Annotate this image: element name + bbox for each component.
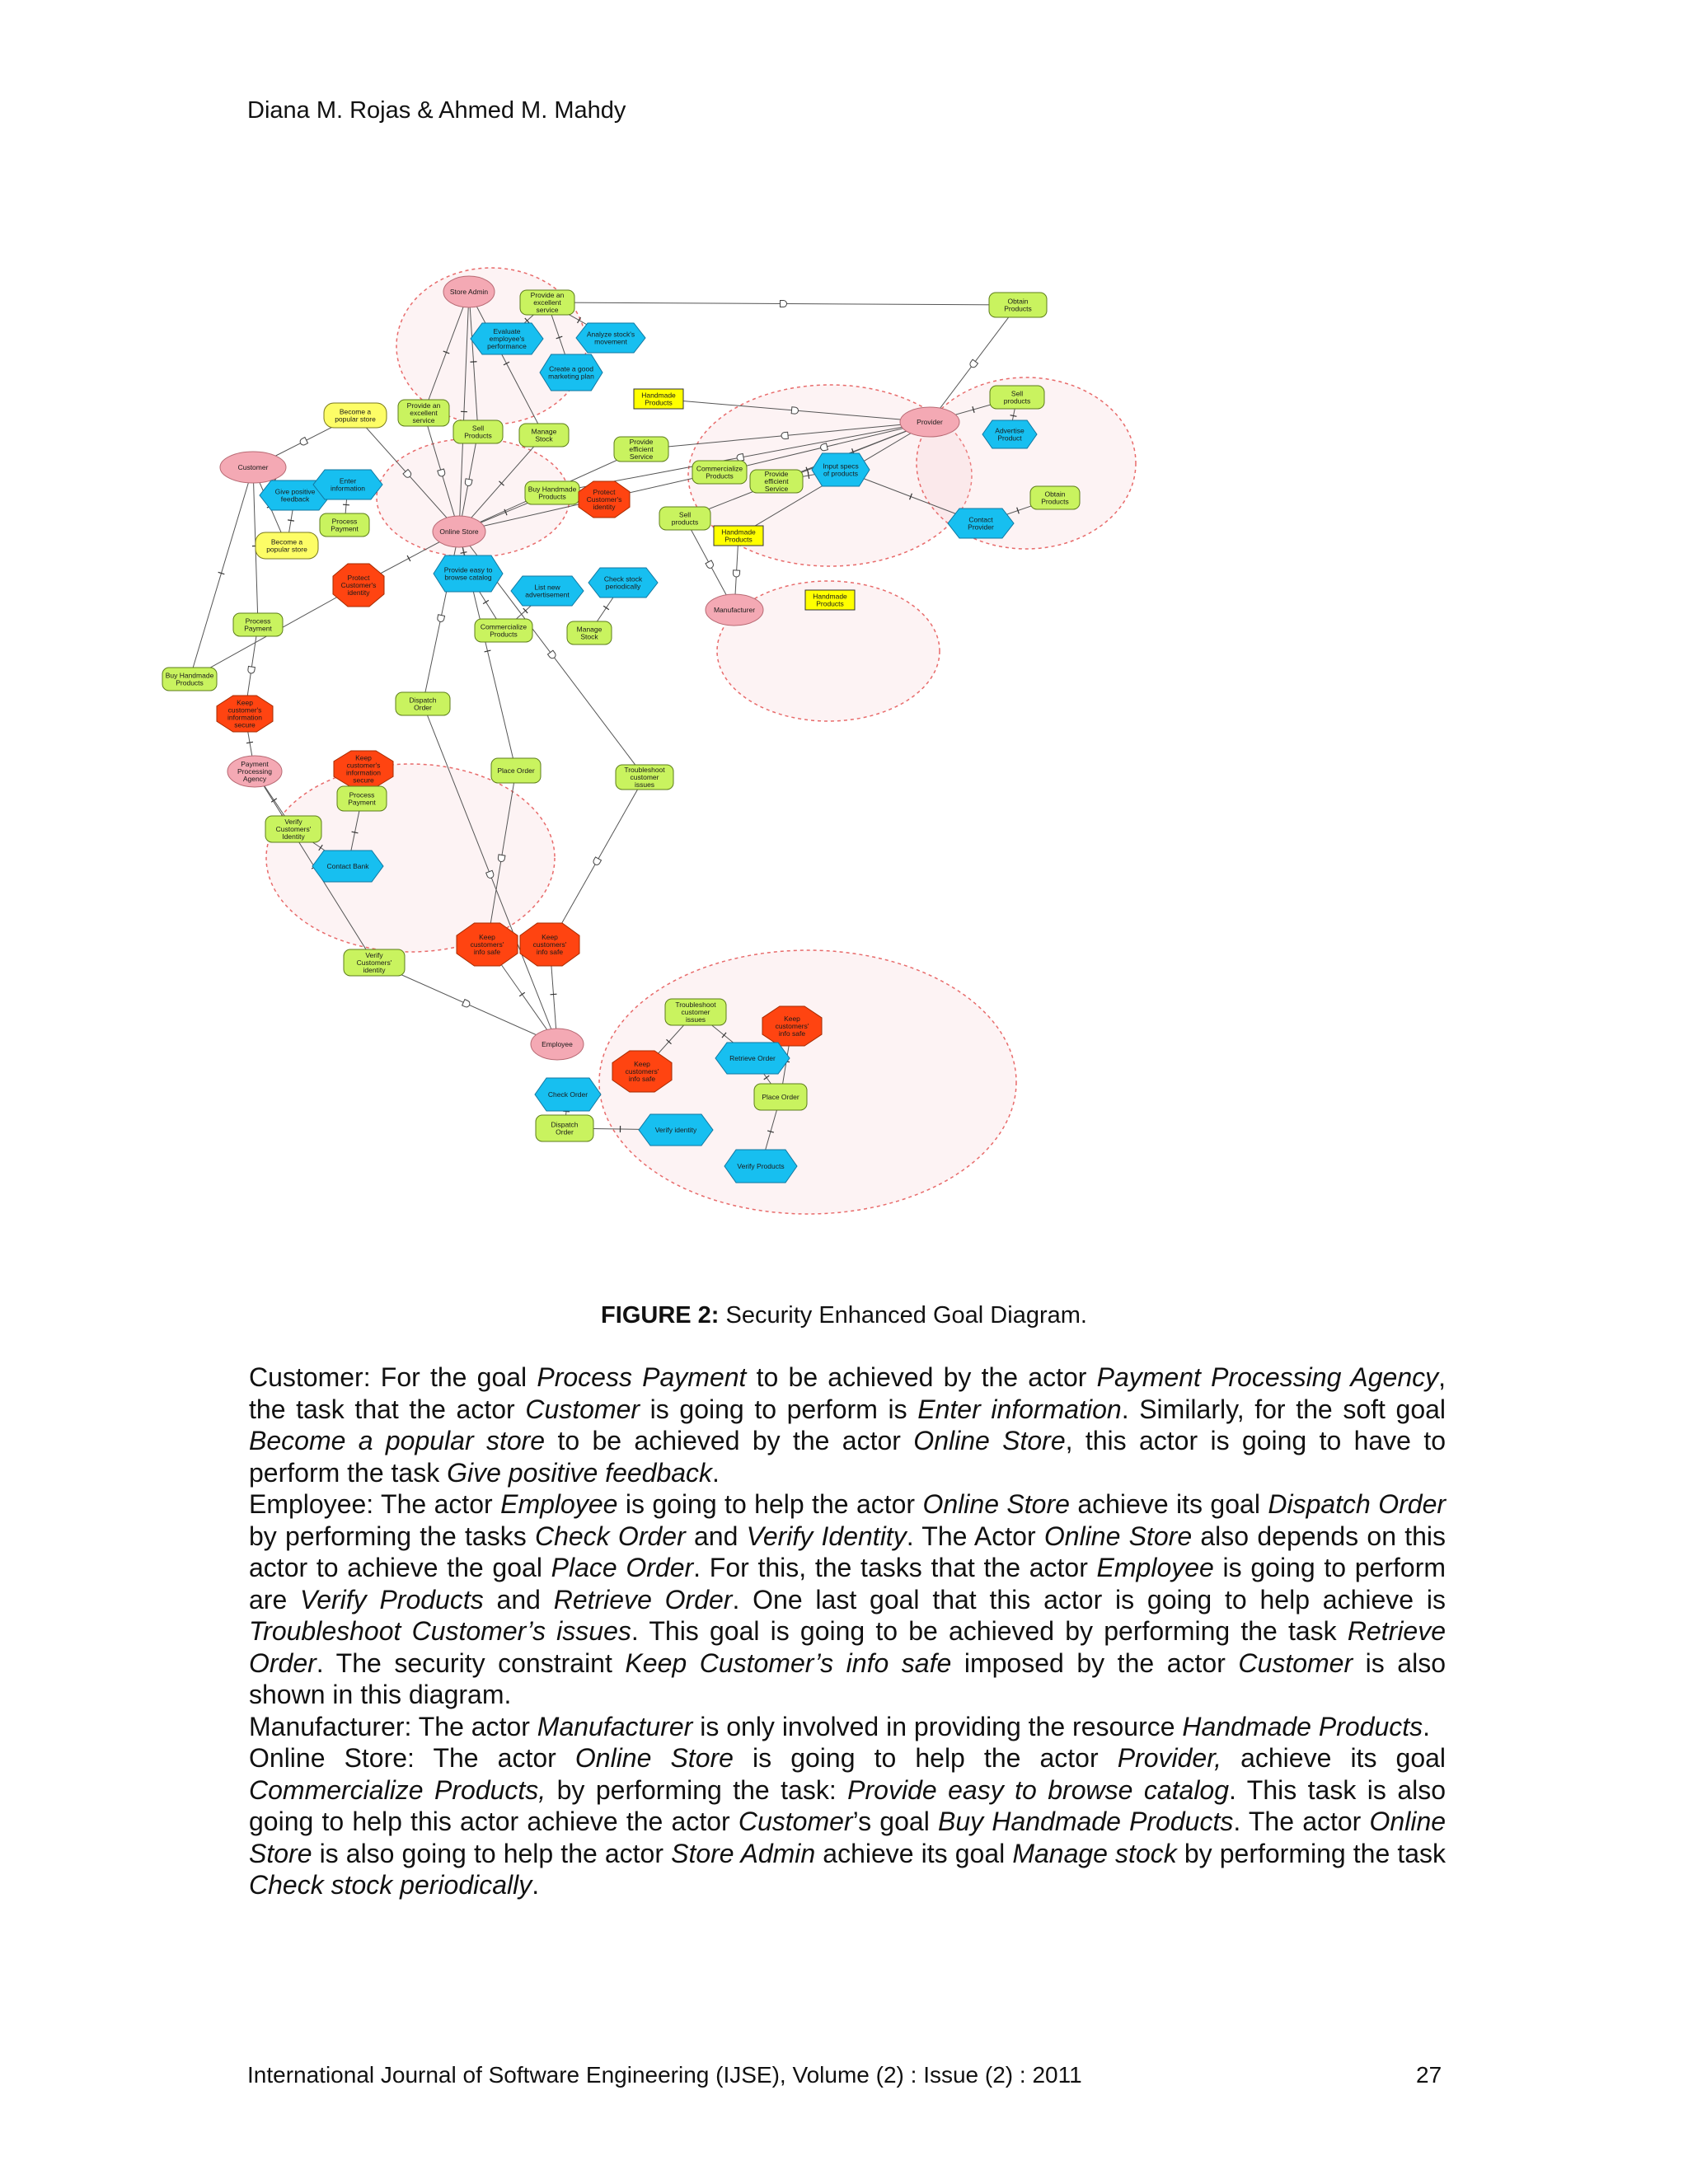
italic-term: Give positive feedback [447, 1457, 713, 1488]
goal-node [396, 692, 450, 715]
task-node [982, 420, 1037, 448]
node-label: Verify identity [654, 1126, 697, 1134]
resource-node [805, 590, 855, 610]
text-run: is going to help the actor [617, 1489, 923, 1519]
actor-node [443, 276, 495, 307]
italic-term: Check Order [534, 1521, 686, 1551]
node-label: Provide efficient Service [764, 470, 789, 493]
text-run: . The security constraint [316, 1647, 626, 1678]
text-run: imposed by the actor [951, 1647, 1239, 1678]
goal-node [265, 816, 321, 842]
text-run: , the task that the actor [249, 1362, 1447, 1424]
text-run: ’s goal [852, 1807, 938, 1836]
goal-node [320, 513, 369, 537]
node-label: Payment Processing Agency [237, 760, 273, 783]
goal-node [344, 949, 405, 976]
goal-node [1030, 486, 1080, 509]
italic-term: Online Store [913, 1426, 1066, 1455]
node-label: Provide an excellent service [406, 401, 441, 424]
italic-term: Provider, [1117, 1743, 1221, 1773]
text-run: , this actor is going to have to perform the task [249, 1426, 1447, 1488]
node-label: Check Order [547, 1090, 588, 1099]
actor-node [220, 452, 286, 483]
italic-term: Customer [1238, 1647, 1353, 1678]
node-label: Obtain Products [1041, 490, 1069, 506]
dependency-marker [968, 359, 978, 368]
decomposition-tick [603, 606, 609, 609]
constraint-node [612, 1051, 672, 1092]
constraint-node [333, 564, 384, 607]
text-run: is only involved in providing the resource [692, 1711, 1183, 1741]
node-label: Contact Provider [968, 515, 994, 532]
paragraph [249, 1488, 1446, 1711]
text-run: achieve its goal [815, 1838, 1013, 1868]
dependency-marker [706, 560, 715, 569]
actor-boundary [266, 764, 555, 952]
text-run: . The Actor [906, 1521, 1044, 1551]
node-label: Customer [237, 463, 269, 471]
text-run: by performing the tasks [249, 1521, 535, 1551]
node-label: List new advertisement [525, 583, 570, 599]
node-label: Create a good marketing plan [548, 364, 594, 381]
task-node [313, 470, 382, 499]
resource-node [714, 526, 763, 546]
goal-node [536, 1115, 593, 1141]
task-node [948, 509, 1014, 538]
goal-node [614, 437, 668, 462]
paragraph [249, 1742, 1446, 1901]
text-run: achieve its goal [1221, 1743, 1447, 1773]
node-label: Obtain Products [1004, 297, 1032, 313]
node-label: Advertise Product [995, 426, 1025, 443]
text-run: . [532, 1870, 540, 1900]
page-number: 27 [1416, 2062, 1442, 2088]
task-node [715, 1043, 790, 1074]
actor-node [227, 756, 282, 787]
node-label: Protect Customer's identity [340, 574, 377, 597]
body-text [249, 1361, 1446, 1901]
goal-node [692, 461, 747, 484]
italic-term: Employee [500, 1489, 618, 1519]
constraint-node [334, 751, 393, 787]
italic-term: Process Payment [537, 1362, 747, 1392]
text-run: Online Store: The actor [249, 1743, 575, 1773]
node-label: Manufacturer [713, 606, 756, 614]
constraint-node [217, 696, 273, 732]
node-label: Verify Products [737, 1162, 785, 1170]
node-label: Enter information [330, 476, 366, 493]
figure-caption-label: FIGURE 2: [601, 1302, 720, 1329]
node-label: Provide easy to browse catalog [443, 565, 493, 582]
task-node [540, 354, 603, 391]
text-run: achieve its goal [1069, 1489, 1268, 1519]
italic-term: Online Store [574, 1743, 734, 1773]
task-node [471, 323, 543, 354]
paragraph [249, 1711, 1446, 1743]
italic-term: Store Admin [671, 1838, 816, 1868]
italic-term: Keep Customer’s info safe [625, 1647, 952, 1678]
task-node [535, 1078, 601, 1111]
node-label: Commercialize Products [696, 464, 743, 480]
figure-caption-text: Security Enhanced Goal Diagram. [719, 1302, 1087, 1329]
italic-term: Customer [525, 1394, 640, 1424]
node-label: Place Order [762, 1093, 799, 1101]
node-label: Verify Customers' identity [356, 951, 392, 974]
dependency-marker [593, 857, 602, 866]
node-label: Provide efficient Service [629, 438, 654, 461]
node-label: Provider [917, 418, 943, 426]
node-label: Troubleshoot customer issues [624, 766, 665, 789]
task-node [588, 568, 658, 598]
node-label: Become a popular store [335, 407, 376, 424]
decomposition-tick [483, 600, 489, 603]
text-run: to be achieved by the actor [545, 1426, 914, 1455]
dependency-marker [791, 407, 799, 415]
text-run: . One last goal that this actor is going to help achieve is [732, 1584, 1447, 1615]
node-label: Place Order [497, 766, 535, 775]
dependency-marker [733, 570, 739, 577]
italic-term: Online Store [1043, 1521, 1193, 1551]
italic-term: Enter information [917, 1394, 1122, 1424]
decomposition-tick [551, 994, 557, 995]
node-label: Become a popular store [266, 537, 307, 554]
goal-node [453, 420, 503, 443]
text-run: and [685, 1521, 747, 1551]
actor-node [531, 1029, 584, 1060]
node-label: Sell products [671, 510, 699, 527]
task-node [576, 323, 645, 353]
decomposition-tick [288, 520, 294, 521]
constraint-node [520, 923, 579, 966]
node-label: Dispatch Order [551, 1120, 579, 1137]
text-run: . [712, 1457, 720, 1488]
goal-node [162, 668, 217, 691]
node-label: Verify Customers' Identity [275, 818, 312, 841]
text-run: by performing the task [1176, 1838, 1447, 1868]
italic-term: Retrieve Order [249, 1616, 1447, 1678]
italic-term: Become a popular store [249, 1426, 546, 1455]
node-label: Process Payment [348, 790, 376, 807]
goal-node [665, 999, 726, 1025]
goal-node [990, 386, 1044, 409]
italic-term: Manufacturer [537, 1711, 693, 1741]
node-label: Check stock periodically [603, 574, 643, 591]
text-run: is going to perform is [640, 1394, 918, 1424]
softgoal-node [324, 403, 387, 428]
text-run: . This goal is going to be achieved by performing the task [631, 1616, 1348, 1646]
node-label: Handmade Products [641, 391, 676, 407]
text-run: is going to help the actor [733, 1743, 1118, 1773]
paragraph [249, 1361, 1446, 1488]
node-label: Keep customers' info safe [532, 933, 567, 956]
text-run: also depends on this actor to achieve the goal [249, 1521, 1447, 1582]
goal-node [233, 613, 283, 636]
goal-node [659, 507, 710, 530]
node-label: Handmade Products [813, 592, 847, 608]
goal-node [520, 290, 574, 315]
task-node [511, 576, 584, 606]
text-run: is also going to help the actor [312, 1838, 672, 1868]
text-run: Employee: The actor [249, 1489, 501, 1519]
text-run: . The actor [1233, 1807, 1370, 1836]
node-label: Keep customers' info safe [625, 1060, 659, 1083]
text-run: . This task is also going to help this actor achieve the actor [249, 1774, 1447, 1836]
italic-term: Check stock periodically [249, 1870, 532, 1900]
dependency-marker [781, 432, 789, 439]
node-label: Retrieve Order [729, 1054, 776, 1062]
goal-node [750, 470, 803, 493]
italic-term: Buy Handmade Products [938, 1807, 1234, 1836]
text-run: by performing the task: [546, 1774, 848, 1805]
task-node [724, 1150, 797, 1183]
decomposition-tick [519, 992, 525, 996]
italic-term: Employee [1096, 1553, 1214, 1582]
italic-term: Verify Identity [746, 1521, 907, 1551]
decomposition-tick [471, 362, 477, 363]
text-run: Customer: For the goal [249, 1362, 537, 1392]
italic-term: Verify Products [300, 1584, 484, 1615]
node-label: Commercialize Products [480, 622, 528, 639]
constraint-node [579, 481, 630, 518]
task-node [312, 851, 383, 882]
node-label: Keep customer's information secure [227, 698, 263, 729]
footer-journal: International Journal of Software Engineering (IJSE), Volume (2) : Issue (2) : 2011 [247, 2062, 1082, 2088]
goal-diagram [165, 247, 1154, 1236]
node-label: Keep customer's information secure [345, 753, 382, 785]
decomposition-tick [246, 742, 253, 743]
goal-node [567, 621, 612, 644]
italic-term: Payment Processing Agency [1096, 1362, 1439, 1392]
node-label: Online Store [439, 527, 479, 536]
node-label: Buy Handmade Products [165, 671, 214, 687]
goal-node [475, 619, 532, 642]
node-label: Store Admin [449, 288, 489, 296]
italic-term: Provide easy to browse catalog [847, 1774, 1230, 1805]
goal-node [337, 786, 387, 811]
node-label: Keep customers' info safe [775, 1015, 809, 1038]
goal-node [398, 400, 449, 426]
actor-boundaries [266, 268, 1136, 1214]
running-header: Diana M. Rojas & Ahmed M. Mahdy [247, 97, 626, 124]
italic-term: Retrieve Order [553, 1584, 733, 1615]
goal-node [519, 424, 569, 447]
task-node [639, 1114, 713, 1146]
text-run: to be achieved by the actor [746, 1362, 1097, 1392]
dependency-marker [247, 666, 255, 673]
text-run: and [483, 1584, 554, 1615]
constraint-node [457, 923, 518, 966]
node-label: Provide an excellent service [530, 291, 565, 314]
text-run: is going to perform are [249, 1553, 1446, 1615]
goal-node [616, 765, 673, 790]
goal-node [754, 1084, 807, 1110]
dependency-marker [548, 650, 557, 659]
dependency-marker [780, 300, 786, 307]
decomposition-tick [407, 555, 410, 561]
figure-caption [0, 1302, 1688, 1329]
italic-term: Online Store [922, 1489, 1070, 1519]
dependency-marker [299, 438, 308, 447]
decomposition-tick [343, 504, 349, 505]
node-label: Process Payment [244, 616, 272, 633]
italic-term: Handmade Products [1182, 1711, 1423, 1741]
text-run: . Similarly, for the soft goal [1121, 1394, 1447, 1424]
node-label: Buy Handmade Products [528, 485, 577, 501]
italic-term: Commercialize Products, [249, 1774, 546, 1805]
node-label: Sell Products [464, 424, 492, 440]
task-node [812, 453, 870, 486]
node-label: Manage Stock [531, 427, 557, 443]
text-run: Manufacturer: The actor [249, 1711, 537, 1741]
italic-term: Online Store [249, 1807, 1447, 1868]
italic-term: Troubleshoot Customer’s issues [249, 1616, 631, 1646]
node-label: Process Payment [331, 517, 359, 533]
actor-node [433, 516, 485, 547]
node-label: Input specs of products [823, 462, 859, 478]
resource-node [634, 389, 683, 409]
task-node [434, 555, 503, 592]
node-label: Analyze stock's movement [586, 330, 635, 346]
softgoal-node [256, 532, 318, 559]
text-run: . [1423, 1711, 1431, 1741]
node-label: Dispatch Order [409, 696, 437, 712]
node-label: Give positive feedback [274, 487, 316, 504]
node-label: Protect Customer's identity [586, 488, 622, 511]
goal-node [525, 481, 579, 504]
text-run: . For this, the tasks that the actor [693, 1553, 1097, 1582]
dependency-marker [437, 615, 444, 622]
node-label: Keep customers' info safe [470, 933, 504, 956]
italic-term: Place Order [551, 1553, 694, 1582]
goal-node [989, 293, 1047, 317]
node-label: Manage Stock [576, 625, 603, 641]
node-label: Contact Bank [326, 862, 369, 870]
goal-node [491, 758, 541, 783]
actor-node [706, 594, 763, 626]
node-label: Employee [542, 1040, 573, 1048]
dependency-marker [462, 1000, 471, 1009]
node-label: Sell products [1003, 389, 1031, 405]
node-label: Handmade Products [721, 527, 756, 544]
text-run: is also shown in this diagram. [249, 1647, 1447, 1709]
constraint-node [762, 1006, 822, 1046]
node-label: Troubleshoot customer issues [675, 1001, 716, 1024]
italic-term: Dispatch Order [1268, 1489, 1447, 1519]
italic-term: Manage stock [1012, 1838, 1177, 1868]
italic-term: Customer [738, 1807, 853, 1836]
node-label: Evaluate employee's performance [487, 327, 527, 350]
actor-node [900, 407, 959, 437]
